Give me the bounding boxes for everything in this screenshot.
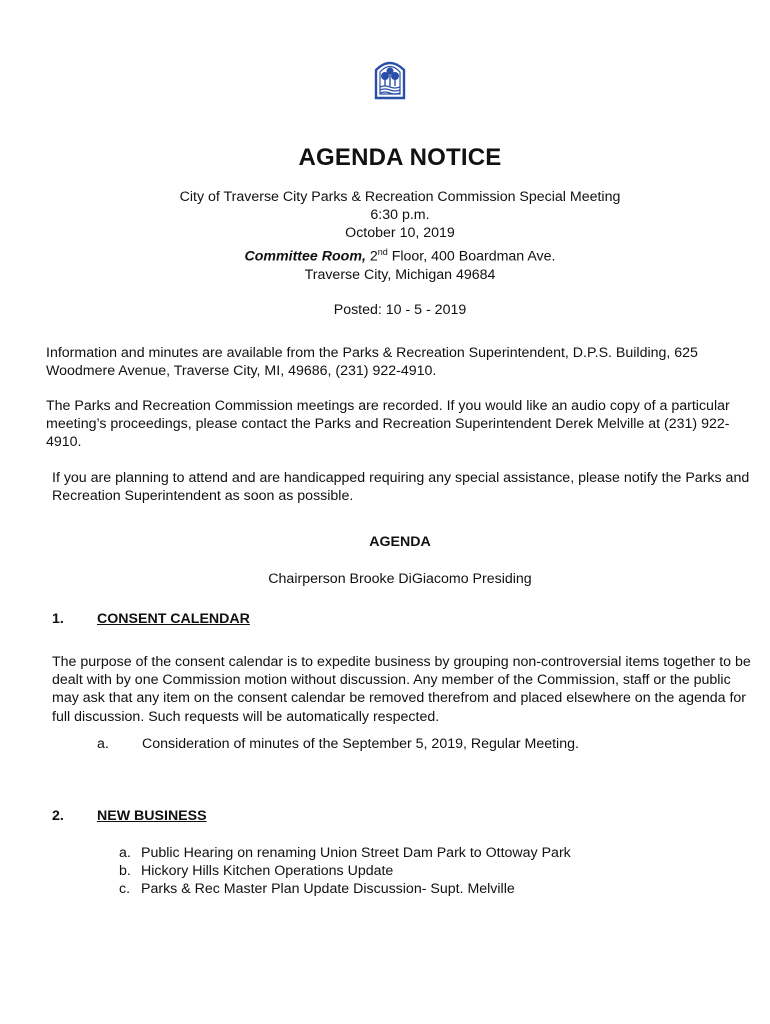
city-seal-icon [372, 54, 408, 100]
meeting-header [0, 188, 770, 284]
agenda-heading: AGENDA [369, 534, 431, 550]
meeting-location [0, 243, 770, 266]
list-item [119, 880, 571, 898]
floor-address: Floor, 400 Boardman Ave. [391, 248, 556, 265]
floor-number: 2 [369, 248, 378, 265]
list-item-letter: c. [119, 881, 131, 898]
list-item [119, 844, 571, 862]
meeting-city: Traverse City, Michigan 49684 [304, 266, 496, 283]
list-item: Consideration of minutes of the September 5, 2019, Regular Meeting. [142, 736, 579, 752]
list-item-letter: b. [119, 863, 131, 880]
meeting-name: City of Traverse City Parks & Recreation Commission Special Meeting [179, 189, 621, 205]
section-number: 2. [52, 808, 64, 824]
consent-calendar-description: The purpose of the consent calendar is to expedite business by grouping non-controversial items together to be dealt with by one Commission motion without discussion. Any member of the Commission, staff or the public may ask that any item on the consent calendar be removed therefrom and placed elsewhere on the agenda for full discussion. Such requests will be automatically respected. [52, 654, 751, 725]
list-item-text: Hickory Hills Kitchen Operations Update [141, 863, 394, 880]
info-paragraph: Information and minutes are available from the Parks & Recreation Superintendent, D.P.S. Building, 625 Woodmere Avenue, Traverse City, MI, 49686, (231) 922-4910. [46, 345, 698, 380]
floor-suffix: nd [377, 246, 388, 257]
list-item-text: Parks & Rec Master Plan Update Discussion- Supt. Melville [141, 881, 515, 898]
recording-paragraph: The Parks and Recreation Commission meetings are recorded. If you would like an audio copy of a particular meeting’s proceedings, please contact the Parks and Recreation Superintendent Derek Melville at (231) 922-4910. [46, 398, 730, 451]
list-item-letter: a. [119, 845, 131, 861]
page-title: AGENDA NOTICE [298, 144, 502, 171]
assistance-paragraph: If you are planning to attend and are handicapped requiring any special assistance, please notify the Parks and Recreation Superintendent as soon as possible. [52, 470, 750, 505]
section-number: 1. [52, 611, 64, 627]
new-business-list [119, 844, 571, 899]
presiding-line: Chairperson Brooke DiGiacomo Presiding [268, 571, 532, 587]
room-name: Committee Room, [244, 248, 366, 265]
section-title-new-business: NEW BUSINESS [97, 808, 207, 824]
posted-date: Posted: 10 - 5 - 2019 [333, 302, 467, 318]
section-title-consent-calendar: CONSENT CALENDAR [97, 611, 250, 627]
list-item-text: Public Hearing on renaming Union Street Dam Park to Ottoway Park [141, 845, 571, 861]
list-item-letter: a. [97, 736, 109, 752]
list-item [119, 862, 571, 880]
meeting-date: October 10, 2019 [345, 225, 455, 242]
meeting-time: 6:30 p.m. [370, 207, 430, 224]
